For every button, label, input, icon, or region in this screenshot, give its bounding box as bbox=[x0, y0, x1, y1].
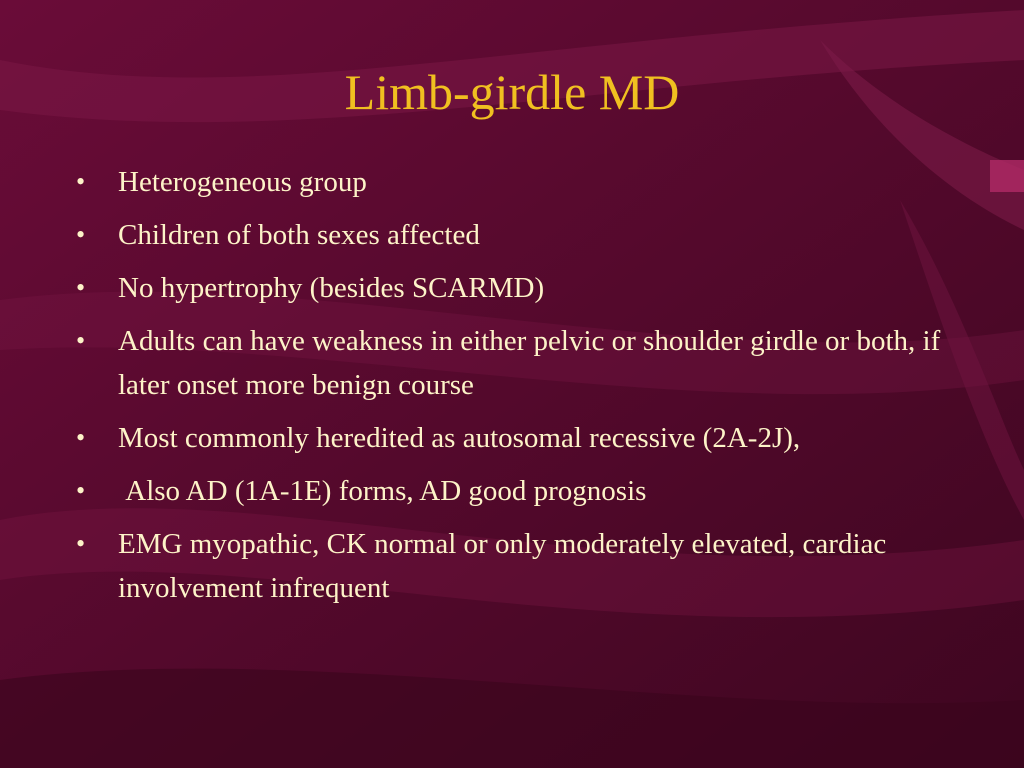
bullet-text: Heterogeneous group bbox=[118, 166, 367, 198]
bullet-text: Children of both sexes affected bbox=[118, 219, 480, 251]
bullet-item bbox=[76, 469, 956, 513]
bullet-dot-icon: • bbox=[76, 273, 86, 302]
bullet-text: Also AD (1A-1E) forms, AD good prognosis bbox=[118, 475, 647, 507]
bullet-list bbox=[76, 160, 956, 619]
bullet-item bbox=[76, 319, 956, 407]
bullet-dot-icon: • bbox=[76, 476, 86, 505]
bullet-dot-icon: • bbox=[76, 167, 86, 196]
slide-title: Limb-girdle MD bbox=[344, 64, 680, 120]
bullet-text: No hypertrophy (besides SCARMD) bbox=[118, 272, 545, 304]
bullet-text: Most commonly heredited as autosomal recessive (2A-2J), bbox=[118, 422, 801, 454]
bullet-text: Adults can have weakness in either pelvic or shoulder girdle or both, if later onset more benign course bbox=[118, 325, 948, 401]
bullet-dot-icon: • bbox=[76, 326, 86, 355]
bullet-item bbox=[76, 160, 956, 204]
bullet-dot-icon: • bbox=[76, 423, 86, 452]
bullet-dot-icon: • bbox=[76, 220, 86, 249]
bullet-item bbox=[76, 522, 956, 610]
bullet-item bbox=[76, 416, 956, 460]
bullet-dot-icon: • bbox=[76, 529, 86, 558]
bullet-item bbox=[76, 213, 956, 257]
bullet-text: EMG myopathic, CK normal or only moderately elevated, cardiac involvement infrequent bbox=[118, 528, 894, 604]
bullet-item bbox=[76, 266, 956, 310]
